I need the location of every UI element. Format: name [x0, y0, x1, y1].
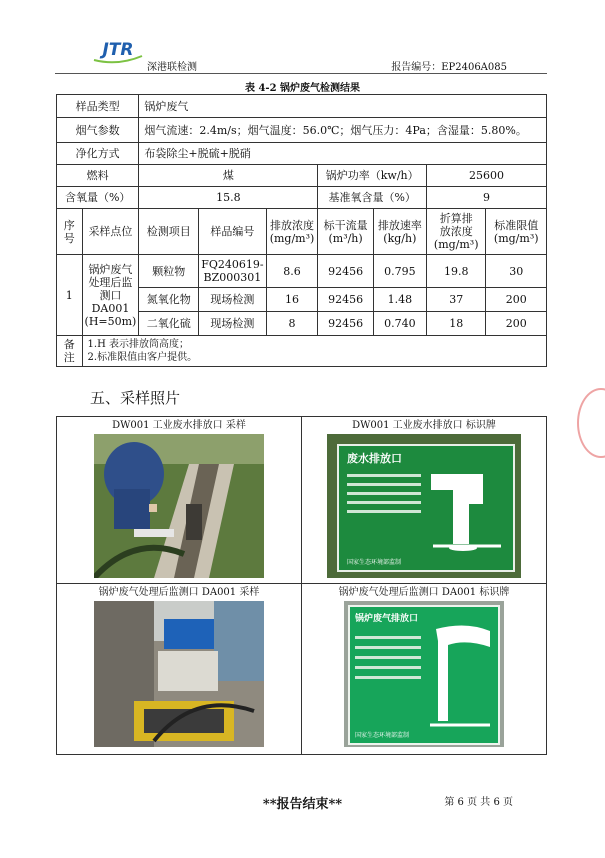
- seal-stamp: [577, 388, 605, 458]
- converted-cell: 37: [426, 288, 486, 312]
- boiler-power-label: 锅炉功率（kw/h）: [318, 165, 427, 187]
- col-header-concentration: 排放浓度 (mg/m³): [266, 209, 318, 255]
- photo-caption: DW001 工业废水排放口 标识牌: [352, 420, 496, 431]
- flow-cell: 92456: [318, 312, 373, 336]
- base-oxygen-label: 基准氧含量（%）: [318, 187, 427, 209]
- report-number: 报告编号：EP2406A085: [391, 62, 507, 73]
- section-title: 五、采样照片: [90, 389, 181, 407]
- base-oxygen-value: 9: [426, 187, 546, 209]
- photo-caption: 锅炉废气处理后监测口 DA001 标识牌: [338, 587, 510, 598]
- sampling-photos-table: [56, 416, 547, 755]
- column-header-row: [57, 209, 547, 255]
- sampling-location: 锅炉废气 处理后监 测口 DA001 (H=50m): [82, 255, 139, 336]
- flow-cell: 92456: [318, 288, 373, 312]
- flue-params-value: 烟气流速：2.4m/s；烟气温度：56.0℃；烟气压力：4Pa；含湿量：5.80%。: [139, 118, 547, 143]
- table-title: 表 4-2 锅炉废气检测结果: [244, 83, 361, 94]
- company-name: 深港联检测: [147, 62, 197, 73]
- photo-cell: [302, 584, 547, 755]
- concentration-cell: 8.6: [266, 255, 318, 288]
- svg-text:JTR: JTR: [102, 40, 134, 60]
- photo-cell: [57, 417, 302, 584]
- concentration-cell: 16: [266, 288, 318, 312]
- flue-params-label: 烟气参数: [57, 118, 139, 143]
- wastewater-sign-photo: 废水排放口 国家生态环境部监制: [327, 434, 521, 578]
- col-header-no: 序号: [57, 209, 83, 255]
- photo-cell: [302, 417, 547, 584]
- sample-type-value: 锅炉废气: [139, 95, 547, 118]
- photo-caption: DW001 工业废水排放口 采样: [112, 420, 246, 431]
- chimney-icon: [426, 621, 494, 729]
- item-cell: 氮氧化物: [139, 288, 199, 312]
- rate-cell: 0.740: [373, 312, 426, 336]
- wastewater-sampling-photo: [94, 434, 264, 578]
- col-header-converted: 折算排 放浓度 (mg/m³): [426, 209, 486, 255]
- company-logo: [92, 36, 144, 66]
- oxygen-content-label: 含氧量（%）: [57, 187, 139, 209]
- col-header-flow: 标干流量 (m³/h): [318, 209, 373, 255]
- col-header-limit: 标准限值 (mg/m³): [486, 209, 547, 255]
- sample-no-cell: 现场检测: [199, 288, 266, 312]
- oxygen-content-value: 15.8: [139, 187, 318, 209]
- boiler-exhaust-results-table: [56, 94, 547, 367]
- photo-caption: 锅炉废气处理后监测口 DA001 采样: [98, 587, 260, 598]
- sample-no-cell: 现场检测: [199, 312, 266, 336]
- remark-label: 备注: [57, 336, 83, 367]
- flow-cell: 92456: [318, 255, 373, 288]
- fuel-label: 燃料: [57, 165, 139, 187]
- limit-cell: 200: [486, 288, 547, 312]
- item-cell: 颗粒物: [139, 255, 199, 288]
- boiler-power-value: 25600: [426, 165, 546, 187]
- purify-method-value: 布袋除尘+脱硫+脱硝: [139, 143, 547, 165]
- header-divider: [55, 73, 547, 74]
- limit-cell: 200: [486, 312, 547, 336]
- rate-cell: 1.48: [373, 288, 426, 312]
- converted-cell: 19.8: [426, 255, 486, 288]
- drain-pipe-icon: [423, 464, 507, 552]
- col-header-sample-no: 样品编号: [199, 209, 266, 255]
- remark-content: 1.H 表示排放筒高度； 2.标准限值由客户提供。: [82, 336, 546, 367]
- purify-method-label: 净化方式: [57, 143, 139, 165]
- page-number: 第 6 页 共 6 页: [444, 797, 513, 808]
- sample-no-cell: FQ240619- BZ000301: [199, 255, 266, 288]
- item-cell: 二氧化硫: [139, 312, 199, 336]
- col-header-item: 检测项目: [139, 209, 199, 255]
- exhaust-sampling-photo: [94, 601, 264, 747]
- table-row: [57, 255, 547, 288]
- converted-cell: 18: [426, 312, 486, 336]
- remark-row: [57, 336, 547, 367]
- col-header-location: 采样点位: [82, 209, 139, 255]
- fuel-value: 煤: [139, 165, 318, 187]
- report-end: **报告结束**: [262, 797, 343, 812]
- limit-cell: 30: [486, 255, 547, 288]
- photo-cell: [57, 584, 302, 755]
- concentration-cell: 8: [266, 312, 318, 336]
- sample-type-label: 样品类型: [57, 95, 139, 118]
- exhaust-sign-photo: 锅炉废气排放口 国家生态环境部监制: [344, 601, 504, 747]
- row-no: 1: [57, 255, 83, 336]
- rate-cell: 0.795: [373, 255, 426, 288]
- col-header-rate: 排放速率 (kg/h): [373, 209, 426, 255]
